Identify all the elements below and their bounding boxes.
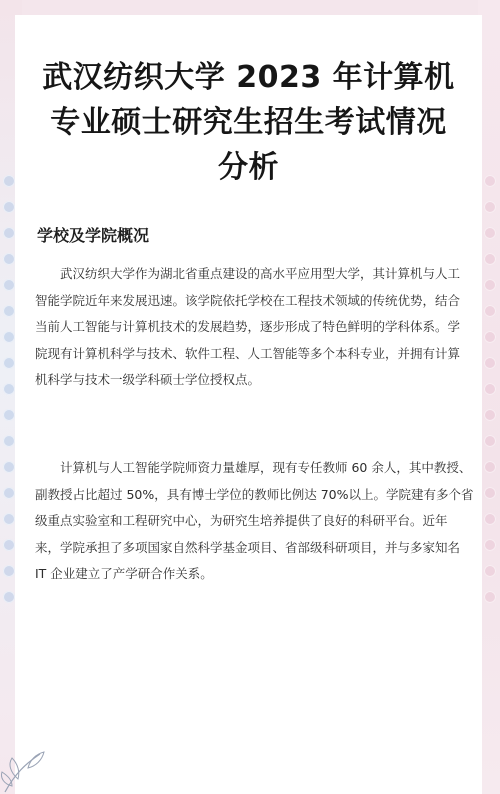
decor-dot [484,565,496,577]
title-line: 武汉纺织大学 2023 年计算机 [42,60,455,95]
decor-dot [484,357,496,369]
decor-dot [3,279,15,291]
decor-dot [3,513,15,525]
decor-dot [484,591,496,603]
decor-dot [3,175,15,187]
decor-dot [484,435,496,447]
decor-dot [484,175,496,187]
decor-dot [3,565,15,577]
decor-dot [3,591,15,603]
decor-dot [3,331,15,343]
decor-dot [484,279,496,291]
paragraph-line: IT 企业建立了产学研合作关系。 [35,566,213,582]
paragraph-line: 计算机与人工智能学院师资力量雄厚，现有专任教师 60 余人，其中教授、 [60,460,472,475]
decor-dot [484,461,496,473]
decor-dot [3,539,15,551]
paragraph-line: 院现有计算机科学与技术、软件工程、人工智能等多个本科专业，并拥有计算 [35,345,461,361]
decor-dot [484,305,496,317]
section-heading: 学校及学院概况 [37,226,150,245]
right-dot-column [482,175,498,635]
document-card [15,15,482,794]
decor-dot [3,201,15,213]
title-line: 专业硕士研究生招生考试情况 [50,105,447,140]
decor-dot [484,331,496,343]
decor-dot [484,201,496,213]
decor-dot [3,487,15,499]
decor-dot [3,227,15,239]
paragraph-line: 武汉纺织大学作为湖北省重点建设的高水平应用型大学，其计算机与人工 [60,266,461,281]
document-title [15,55,482,190]
title-line: 分析 [218,150,279,185]
decor-dot [3,461,15,473]
floral-decoration [0,724,70,794]
decor-dot [3,435,15,447]
decor-dot [484,539,496,551]
paragraph-line: 智能学院近年来发展迅速。该学院依托学校在工程技术领域的传统优势，结合 [35,292,461,308]
paragraph-faculty [35,455,474,588]
decor-dot [484,227,496,239]
paragraph-line: 级重点实验室和工程研究中心，为研究生培养提供了良好的科研平台。近年 [35,513,448,529]
paragraph-school-overview [35,261,463,394]
decor-dot [3,357,15,369]
decor-dot [3,253,15,265]
paragraph-line: 当前人工智能与计算机技术的发展趋势，逐步形成了特色鲜明的学科体系。学 [35,319,461,335]
decor-dot [484,513,496,525]
paragraph-line: 副教授占比超过 50%，具有博士学位的教师比例达 70%以上。学院建有多个省 [35,486,474,502]
decor-dot [484,409,496,421]
decor-dot [3,305,15,317]
paragraph-line: 来，学院承担了多项国家自然科学基金项目、省部级科研项目，并与多家知名 [35,539,461,555]
decor-dot [3,383,15,395]
paragraph-line: 机科学与技术一级学科硕士学位授权点。 [35,372,261,388]
decor-dot [484,383,496,395]
decor-dot [484,487,496,499]
decor-dot [3,409,15,421]
decor-dot [484,253,496,265]
